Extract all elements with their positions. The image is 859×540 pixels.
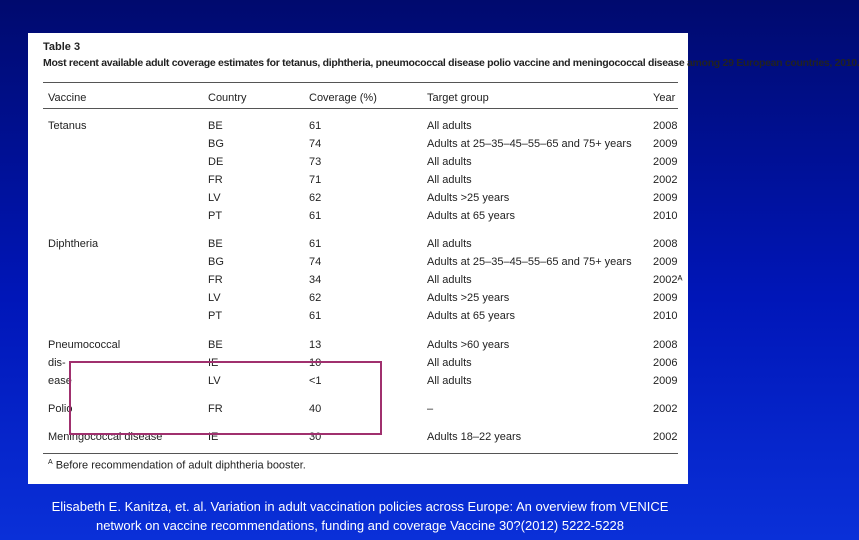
cell-target-group: All adults bbox=[427, 375, 472, 387]
cell-year: 2009 bbox=[653, 156, 678, 168]
header-coverage: Coverage (%) bbox=[309, 92, 377, 104]
cell-country: DE bbox=[208, 156, 224, 168]
table-bottom-rule bbox=[43, 453, 678, 454]
cell-year: 2010 bbox=[653, 210, 678, 222]
cell-target-group: Adults at 65 years bbox=[427, 210, 516, 222]
cell-year: 2010 bbox=[653, 310, 678, 322]
cell-coverage: 62 bbox=[309, 192, 322, 204]
table-image bbox=[28, 33, 859, 484]
cell-coverage: 74 bbox=[309, 256, 322, 268]
cell-country: PT bbox=[208, 310, 223, 322]
cell-coverage: 40 bbox=[309, 403, 322, 415]
cell-target-group: All adults bbox=[427, 357, 472, 369]
cell-vaccine: Diphtheria bbox=[48, 238, 99, 250]
table-title: Most recent available adult coverage estimates for tetanus, diphtheria, pneumococcal disease polio vaccine and meningococcal disease among 29 European countries, 2010. bbox=[43, 57, 859, 69]
citation-line-1: Elisabeth E. Kanitza, et. al. Variation in adult vaccination policies across Europe: An overview from VENICE bbox=[51, 499, 669, 514]
cell-vaccine: Polio bbox=[48, 403, 73, 415]
cell-country: BE bbox=[208, 120, 223, 132]
cell-target-group: Adults at 25–35–45–55–65 and 75+ years bbox=[427, 256, 632, 268]
cell-year: 2008 bbox=[653, 120, 678, 132]
cell-coverage: 62 bbox=[309, 292, 322, 304]
cell-vaccine: Meningococcal disease bbox=[48, 431, 163, 443]
header-vaccine: Vaccine bbox=[48, 92, 87, 104]
cell-year: 2008 bbox=[653, 238, 678, 250]
cell-coverage: 61 bbox=[309, 310, 322, 322]
cell-coverage: 61 bbox=[309, 210, 322, 222]
table-header-rule bbox=[43, 108, 678, 109]
cell-year: 2009 bbox=[653, 375, 678, 387]
cell-year: 2009 bbox=[653, 292, 678, 304]
cell-coverage: 73 bbox=[309, 156, 322, 168]
cell-target-group: – bbox=[427, 403, 434, 415]
cell-year: 2002 bbox=[653, 431, 678, 443]
cell-country: BE bbox=[208, 238, 223, 250]
cell-target-group: Adults at 25–35–45–55–65 and 75+ years bbox=[427, 138, 632, 150]
cell-target-group: Adults >25 years bbox=[427, 192, 510, 204]
cell-coverage: 61 bbox=[309, 120, 322, 132]
cell-coverage: 34 bbox=[309, 274, 322, 286]
cell-year: 2009 bbox=[653, 256, 678, 268]
cell-coverage: 10 bbox=[309, 357, 322, 369]
table-footnote bbox=[48, 459, 306, 472]
cell-vaccine: Tetanus bbox=[48, 120, 87, 132]
cell-coverage: 13 bbox=[309, 339, 322, 351]
cell-target-group: Adults 18–22 years bbox=[427, 431, 522, 443]
footnote-mark: A bbox=[48, 459, 53, 466]
cell-year: 2009 bbox=[653, 138, 678, 150]
cell-country: FR bbox=[208, 274, 223, 286]
cell-country: PT bbox=[208, 210, 223, 222]
table-label: Table 3 bbox=[43, 41, 81, 53]
header-target-group: Target group bbox=[427, 92, 489, 104]
cell-coverage: 71 bbox=[309, 174, 322, 186]
cell-vaccine: ease bbox=[48, 375, 72, 387]
cell-coverage: 30 bbox=[309, 431, 322, 443]
cell-target-group: All adults bbox=[427, 174, 472, 186]
cell-target-group: All adults bbox=[427, 238, 472, 250]
cell-country: BE bbox=[208, 339, 223, 351]
cell-country: IE bbox=[208, 431, 219, 443]
cell-year: 2006 bbox=[653, 357, 678, 369]
cell-year: 2002ᴬ bbox=[653, 274, 683, 286]
cell-country: LV bbox=[208, 375, 221, 387]
cell-target-group: All adults bbox=[427, 156, 472, 168]
header-year: Year bbox=[653, 92, 676, 104]
cell-target-group: Adults >25 years bbox=[427, 292, 510, 304]
cell-year: 2009 bbox=[653, 192, 678, 204]
cell-target-group: All adults bbox=[427, 120, 472, 132]
cell-country: LV bbox=[208, 192, 221, 204]
citation bbox=[0, 497, 720, 535]
footnote-text: Before recommendation of adult diphtheria booster. bbox=[55, 459, 306, 472]
cell-vaccine: Pneumococcal bbox=[48, 339, 121, 351]
cell-country: LV bbox=[208, 292, 221, 304]
cell-country: IE bbox=[208, 357, 219, 369]
cell-country: BG bbox=[208, 138, 224, 150]
cell-year: 2002 bbox=[653, 174, 678, 186]
header-country: Country bbox=[208, 92, 247, 104]
cell-country: BG bbox=[208, 256, 224, 268]
pneumococcal-highlight-box bbox=[69, 361, 382, 435]
table-top-rule bbox=[43, 82, 678, 83]
cell-country: FR bbox=[208, 403, 223, 415]
cell-target-group: Adults at 65 years bbox=[427, 310, 516, 322]
cell-year: 2008 bbox=[653, 339, 678, 351]
cell-coverage: 74 bbox=[309, 138, 322, 150]
cell-target-group: All adults bbox=[427, 274, 472, 286]
cell-year: 2002 bbox=[653, 403, 678, 415]
cell-coverage: 61 bbox=[309, 238, 322, 250]
cell-vaccine: dis- bbox=[48, 357, 66, 369]
cell-country: FR bbox=[208, 174, 223, 186]
citation-line-2: network on vaccine recommendations, funding and coverage Vaccine 30?(2012) 5222-5228 bbox=[95, 518, 625, 533]
cell-coverage: <1 bbox=[309, 375, 322, 387]
cell-target-group: Adults >60 years bbox=[427, 339, 510, 351]
